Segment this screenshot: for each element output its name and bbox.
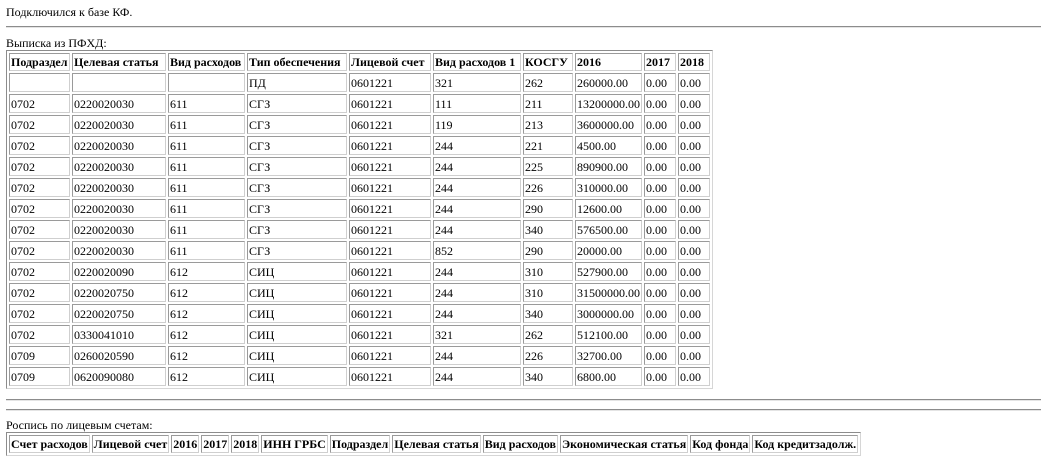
divider — [6, 409, 1041, 411]
pfhd-header-row — [9, 53, 710, 71]
schedule-header-cell: Вид расходов — [484, 437, 556, 451]
table-row — [9, 73, 710, 92]
table-cell: 0.00 — [678, 241, 710, 260]
schedule-caption: Роспись по лицевым счетам: — [6, 418, 153, 432]
divider — [6, 26, 1041, 28]
table-cell: 0.00 — [678, 115, 710, 134]
table-cell: 0.00 — [678, 346, 710, 365]
table-cell: 0.00 — [678, 136, 710, 155]
pfhd-header-cell: Лицевой счет — [349, 53, 431, 71]
table-cell: 0601221 — [349, 220, 431, 239]
table-cell: 0601221 — [349, 346, 431, 365]
table-row — [9, 220, 710, 239]
table-row — [9, 115, 710, 134]
table-cell: 244 — [433, 367, 521, 386]
table-cell: 0601221 — [349, 157, 431, 176]
table-cell: 0709 — [9, 367, 70, 386]
table-cell: 0.00 — [678, 304, 710, 323]
table-cell: 0601221 — [349, 136, 431, 155]
table-cell: 0601221 — [349, 199, 431, 218]
table-cell: ПД — [247, 73, 347, 92]
table-row — [9, 304, 710, 323]
table-cell: 611 — [168, 136, 245, 155]
table-cell: 0220020030 — [72, 115, 166, 134]
connection-status: Подключился к базе КФ. — [6, 5, 133, 19]
table-cell: 0.00 — [644, 157, 676, 176]
schedule-header-cell: Код фонда — [692, 437, 749, 451]
table-row — [9, 346, 710, 365]
table-row — [9, 157, 710, 176]
table-cell: 0601221 — [349, 115, 431, 134]
table-row — [9, 136, 710, 155]
schedule-header-cell: ИНН ГРБС — [263, 437, 326, 451]
table-cell: 0702 — [9, 304, 70, 323]
table-cell: СГЗ — [247, 94, 347, 113]
table-cell: 0.00 — [678, 283, 710, 302]
table-cell: 0220020030 — [72, 178, 166, 197]
table-cell: 0702 — [9, 220, 70, 239]
table-cell: 0601221 — [349, 178, 431, 197]
pfhd-table-body — [9, 73, 710, 386]
table-cell: СГЗ — [247, 115, 347, 134]
table-cell: 0.00 — [644, 115, 676, 134]
table-cell: 321 — [433, 325, 521, 344]
table-cell: 611 — [168, 157, 245, 176]
table-cell: 611 — [168, 241, 245, 260]
table-cell — [168, 73, 245, 92]
table-cell: 0601221 — [349, 283, 431, 302]
table-cell: 244 — [433, 304, 521, 323]
pfhd-header-cell: 2016 — [575, 53, 642, 71]
table-cell: 612 — [168, 304, 245, 323]
pfhd-header-cell: 2018 — [678, 53, 710, 71]
table-cell: 340 — [523, 304, 573, 323]
table-cell: 290 — [523, 241, 573, 260]
table-cell: 0702 — [9, 241, 70, 260]
schedule-header-row — [9, 435, 858, 453]
pfhd-header-cell: КОСГУ — [523, 53, 573, 71]
schedule-header-cell: Код кредитзадолж. — [754, 437, 857, 451]
table-cell: 0702 — [9, 94, 70, 113]
table-cell: 290 — [523, 199, 573, 218]
table-cell: 0.00 — [644, 220, 676, 239]
table-cell: 611 — [168, 199, 245, 218]
table-cell: 576500.00 — [575, 220, 642, 239]
table-cell: 612 — [168, 325, 245, 344]
schedule-header-cell: 2018 — [233, 437, 258, 451]
table-cell: 0260020590 — [72, 346, 166, 365]
table-cell: 0601221 — [349, 367, 431, 386]
table-row — [9, 262, 710, 281]
table-cell: 13200000.00 — [575, 94, 642, 113]
schedule-header-cell: Счет расходов — [11, 437, 88, 451]
schedule-header-cell: 2016 — [173, 437, 198, 451]
table-cell: 0.00 — [678, 94, 710, 113]
table-cell: 0.00 — [644, 241, 676, 260]
table-row — [9, 94, 710, 113]
pfhd-header-cell: 2017 — [644, 53, 676, 71]
table-cell: 0.00 — [644, 283, 676, 302]
table-cell: 0620090080 — [72, 367, 166, 386]
table-cell: СГЗ — [247, 178, 347, 197]
table-cell: 0.00 — [678, 199, 710, 218]
table-cell: 0702 — [9, 262, 70, 281]
table-cell: 612 — [168, 262, 245, 281]
schedule-header-cell: Целевая статья — [394, 437, 479, 451]
table-cell: 310 — [523, 283, 573, 302]
table-cell: 119 — [433, 115, 521, 134]
schedule-header-cell: Экономическая статья — [562, 437, 687, 451]
table-cell: СИЦ — [247, 283, 347, 302]
table-cell: 244 — [433, 178, 521, 197]
table-cell: 321 — [433, 73, 521, 92]
table-row — [9, 199, 710, 218]
table-cell: 0.00 — [678, 325, 710, 344]
table-cell: 0601221 — [349, 241, 431, 260]
table-cell: 262 — [523, 325, 573, 344]
table-cell: 12600.00 — [575, 199, 642, 218]
table-cell: 0.00 — [678, 157, 710, 176]
table-cell: 244 — [433, 220, 521, 239]
table-cell: 0220020030 — [72, 241, 166, 260]
pfhd-header-cell: Вид расходов — [168, 53, 245, 71]
table-cell: 0220020030 — [72, 136, 166, 155]
table-cell — [72, 73, 166, 92]
table-cell: 225 — [523, 157, 573, 176]
table-cell: 852 — [433, 241, 521, 260]
table-cell: 611 — [168, 94, 245, 113]
table-cell: 213 — [523, 115, 573, 134]
table-cell: 262 — [523, 73, 573, 92]
table-cell: СИЦ — [247, 346, 347, 365]
table-row — [9, 325, 710, 344]
table-cell — [9, 73, 70, 92]
table-cell: 32700.00 — [575, 346, 642, 365]
table-cell: 20000.00 — [575, 241, 642, 260]
table-cell: 0709 — [9, 346, 70, 365]
table-cell: 0702 — [9, 199, 70, 218]
table-cell: 612 — [168, 283, 245, 302]
table-cell: 611 — [168, 220, 245, 239]
table-cell: СГЗ — [247, 157, 347, 176]
table-cell: 0330041010 — [72, 325, 166, 344]
table-cell: 0702 — [9, 325, 70, 344]
table-cell: 0.00 — [644, 73, 676, 92]
table-cell: 340 — [523, 220, 573, 239]
table-cell: 310000.00 — [575, 178, 642, 197]
table-cell: 310 — [523, 262, 573, 281]
schedule-table — [6, 432, 861, 456]
pfhd-header-cell: Тип обеспечения — [247, 53, 347, 71]
table-cell: 6800.00 — [575, 367, 642, 386]
table-cell: 612 — [168, 346, 245, 365]
table-cell: 244 — [433, 262, 521, 281]
table-cell: 226 — [523, 178, 573, 197]
table-cell: 3600000.00 — [575, 115, 642, 134]
pfhd-header-cell: Вид расходов 1 — [433, 53, 521, 71]
table-cell: 512100.00 — [575, 325, 642, 344]
table-cell: СИЦ — [247, 367, 347, 386]
table-cell: 0.00 — [644, 262, 676, 281]
table-cell: 0.00 — [644, 325, 676, 344]
table-cell: СГЗ — [247, 220, 347, 239]
table-cell: 611 — [168, 115, 245, 134]
table-cell: 0.00 — [644, 346, 676, 365]
table-row — [9, 241, 710, 260]
pfhd-header-cell: Целевая статья — [72, 53, 166, 71]
table-cell: 0.00 — [644, 178, 676, 197]
table-cell: 0.00 — [678, 178, 710, 197]
table-cell: 340 — [523, 367, 573, 386]
table-cell: 611 — [168, 178, 245, 197]
table-cell: 0220020030 — [72, 157, 166, 176]
table-cell: 0.00 — [644, 199, 676, 218]
divider — [6, 399, 1041, 401]
table-cell: 0220020750 — [72, 304, 166, 323]
schedule-header-cell: Лицевой счет — [93, 437, 168, 451]
table-cell: 0601221 — [349, 262, 431, 281]
table-cell: 260000.00 — [575, 73, 642, 92]
pfhd-header-cell: Подраздел — [9, 53, 70, 71]
table-cell: СГЗ — [247, 136, 347, 155]
table-cell: 244 — [433, 346, 521, 365]
table-cell: СИЦ — [247, 304, 347, 323]
table-cell: 0.00 — [678, 262, 710, 281]
table-cell: СИЦ — [247, 262, 347, 281]
table-cell: 0702 — [9, 115, 70, 134]
table-cell: 0220020030 — [72, 199, 166, 218]
table-cell: 0702 — [9, 283, 70, 302]
table-cell: 0702 — [9, 178, 70, 197]
schedule-header-cell: 2017 — [203, 437, 228, 451]
table-cell: 211 — [523, 94, 573, 113]
table-cell: 31500000.00 — [575, 283, 642, 302]
table-cell: 0.00 — [678, 367, 710, 386]
pfhd-table — [6, 50, 713, 389]
table-cell: 3000000.00 — [575, 304, 642, 323]
table-row — [9, 367, 710, 386]
table-cell: СГЗ — [247, 199, 347, 218]
table-cell: 244 — [433, 136, 521, 155]
table-cell: 527900.00 — [575, 262, 642, 281]
table-cell: 0220020090 — [72, 262, 166, 281]
table-cell: 0601221 — [349, 304, 431, 323]
table-cell: 4500.00 — [575, 136, 642, 155]
table-cell: 221 — [523, 136, 573, 155]
table-cell: 111 — [433, 94, 521, 113]
table-cell: 612 — [168, 367, 245, 386]
table-cell: 0601221 — [349, 73, 431, 92]
table-cell: 0601221 — [349, 325, 431, 344]
table-cell: 0220020750 — [72, 283, 166, 302]
table-row — [9, 283, 710, 302]
table-cell: 244 — [433, 157, 521, 176]
table-row — [9, 178, 710, 197]
table-cell: 0220020030 — [72, 220, 166, 239]
table-cell: 244 — [433, 199, 521, 218]
table-cell: СИЦ — [247, 325, 347, 344]
table-cell: 0702 — [9, 136, 70, 155]
table-cell: СГЗ — [247, 241, 347, 260]
table-cell: 0220020030 — [72, 94, 166, 113]
table-cell: 0601221 — [349, 94, 431, 113]
schedule-header-cell: Подраздел — [331, 437, 389, 451]
table-cell: 890900.00 — [575, 157, 642, 176]
table-cell: 226 — [523, 346, 573, 365]
table-cell: 244 — [433, 283, 521, 302]
table-cell: 0.00 — [678, 220, 710, 239]
pfhd-caption: Выписка из ПФХД: — [6, 36, 107, 50]
table-cell: 0.00 — [678, 73, 710, 92]
table-cell: 0.00 — [644, 367, 676, 386]
table-cell: 0702 — [9, 157, 70, 176]
table-cell: 0.00 — [644, 94, 676, 113]
table-cell: 0.00 — [644, 136, 676, 155]
table-cell: 0.00 — [644, 304, 676, 323]
